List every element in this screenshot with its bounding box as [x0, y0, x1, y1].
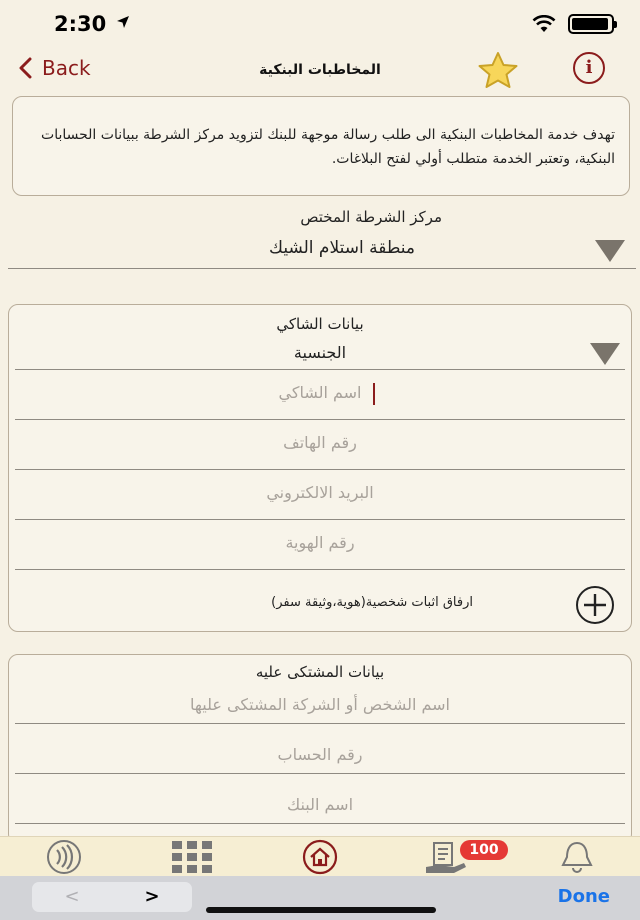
page-title: المخاطبات البنكية — [259, 62, 381, 78]
add-circle-icon[interactable] — [575, 585, 615, 625]
dropdown-arrow-icon — [590, 343, 620, 365]
grid-icon — [170, 839, 214, 875]
previous-field-button[interactable]: < — [64, 886, 80, 907]
account-number-input[interactable] — [15, 725, 625, 774]
next-field-button[interactable]: > — [144, 886, 160, 907]
police-station-label: مركز الشرطة المختص — [300, 208, 442, 226]
attach-id-label: ارفاق اثبات شخصية(هوية،وثيقة سفر) — [271, 595, 473, 610]
bell-icon — [555, 839, 599, 875]
police-station-value: منطقة استلام الشيك — [269, 238, 415, 258]
location-arrow-icon — [116, 15, 130, 29]
star-icon — [472, 50, 524, 90]
field-navigator — [32, 882, 192, 912]
status-indicators — [532, 14, 614, 34]
description-box — [12, 96, 630, 196]
favorite-button[interactable] — [472, 50, 524, 94]
bank-name-placeholder: اسم البنك — [286, 795, 354, 814]
home-indicator — [206, 907, 436, 913]
keyboard-toolbar — [0, 876, 640, 920]
back-button[interactable] — [18, 56, 91, 80]
complainant-title: بيانات الشاكي — [276, 315, 364, 333]
complainant-name-placeholder: اسم الشاكي — [278, 383, 362, 402]
wifi-icon — [532, 15, 556, 33]
attach-id-row[interactable] — [9, 577, 631, 625]
tab-contactless[interactable] — [40, 839, 88, 879]
tab-bar — [0, 836, 640, 881]
account-number-placeholder: رقم الحساب — [277, 745, 363, 764]
battery-icon — [568, 14, 614, 34]
description-text: تهدف خدمة المخاطبات البنكية الى طلب رسالة موجهة للبنك لتزويد مركز الشرطة ببيانات الحسابات البنكية، وتعتبر الخدمة متطلب أولي لفتح البلاغات. — [41, 127, 615, 167]
nav-bar — [0, 48, 640, 92]
status-bar — [0, 0, 640, 46]
defendant-card — [8, 654, 632, 844]
email-input[interactable] — [15, 471, 625, 520]
nationality-select[interactable] — [15, 335, 625, 370]
notification-badge: 100 — [460, 840, 508, 860]
complainant-name-input[interactable] — [15, 371, 625, 420]
bank-name-input[interactable] — [15, 775, 625, 824]
done-button[interactable]: Done — [557, 886, 610, 907]
phone-placeholder: رقم الهاتف — [283, 433, 357, 452]
back-label: Back — [42, 56, 91, 80]
police-station-select[interactable] — [8, 232, 636, 269]
nationality-label: الجنسية — [293, 343, 347, 362]
text-cursor — [373, 383, 375, 405]
defendant-title: بيانات المشتكى عليه — [255, 663, 385, 681]
phone-input[interactable] — [15, 421, 625, 470]
home-icon — [298, 839, 342, 875]
defendant-name-input[interactable] — [15, 675, 625, 724]
tab-services[interactable] — [170, 839, 214, 879]
id-number-input[interactable] — [15, 521, 625, 570]
info-icon[interactable]: i — [573, 52, 605, 84]
email-placeholder: البريد الالكتروني — [266, 483, 374, 502]
dropdown-arrow-icon — [595, 240, 625, 262]
contactless-icon — [40, 839, 88, 875]
chevron-left-icon — [18, 57, 32, 79]
id-number-placeholder: رقم الهوية — [285, 533, 355, 552]
defendant-name-placeholder: اسم الشخص أو الشركة المشتكى عليها — [189, 695, 450, 714]
tab-notifications[interactable] — [555, 839, 599, 879]
tab-home[interactable] — [298, 839, 342, 879]
complainant-card — [8, 304, 632, 632]
status-time: 2:30 — [54, 12, 107, 36]
